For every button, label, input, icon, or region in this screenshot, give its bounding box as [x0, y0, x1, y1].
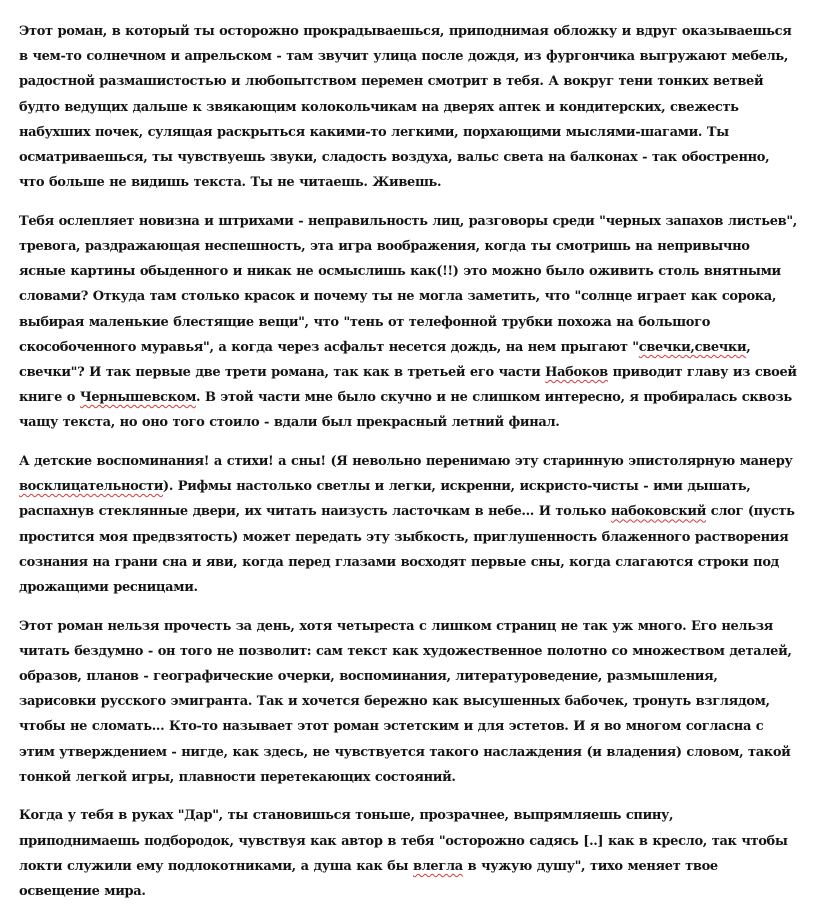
paragraph-3	[19, 449, 797, 600]
paragraph-text: Когда у тебя в руках "Дар", ты становишься тоньше, прозрачнее, выпрямляешь спину, приподнимаешь подбородок, чувствуя как автор в тебя "осторожно садясь [..] как в кресло, так чтобы локти служили ему подлокотниками, а душа как бы	[19, 808, 788, 874]
paragraph-text: приводит главу из своей книге о	[19, 365, 797, 406]
spellcheck-flagged-word[interactable]: Набоков	[545, 365, 608, 381]
paragraph-5	[19, 803, 797, 904]
paragraph-text: Этот роман нельзя прочесть за день, хотя четыреста с лишком страниц не так уж много. Его нельзя читать бездумно - он того не позволит: сам текст как художественное полотно со множеством деталей, образов, планов - географические очерки, воспоминания, литературоведение, размышления, зарисовки русского эмигранта. Так и хочется бережно как высушенных бабочек, тронуть взглядом, чтобы не сломать... Кто-то называет этот роман эстетским и для эстетов. И я во многом согласна с этим утверждением - нигде, как здесь, не чувствуется такого наслаждения (и владения) словом, такой тонкой легкой игры, плавности перетекающих состояний.	[19, 618, 792, 785]
spellcheck-flagged-word[interactable]: свечки,свечки	[638, 339, 747, 355]
paragraph-text: в чужую душу", тихо меняет твое освещение мира.	[19, 858, 718, 900]
paragraph-4	[19, 614, 797, 790]
paragraph-text: А детские воспоминания! а стихи! а сны! (Я невольно перенимаю эту старинную эпистолярную манеру	[19, 454, 793, 470]
spellcheck-flagged-word[interactable]: Чернышевском	[79, 390, 197, 406]
spellcheck-flagged-word[interactable]: набоковский	[610, 504, 707, 520]
paragraph-text: , свечки"? И так первые две трети романа, так как в третьей его части	[19, 339, 751, 381]
paragraph-text: ). Рифмы настолько светлы и легки, искренни, искристо-чисты - ими дышать, распахнув стеклянные двери, их читать наизусть ласточкам в небе... И только	[19, 479, 751, 520]
paragraph-text: . В этой части мне было скучно и не слишком интересно, я пробиралась сквозь чащу текста, но оно того стоило - вдали был прекрасный летний финал.	[19, 390, 792, 431]
paragraph-text: Этот роман, в который ты осторожно прокрадываешься, приподнимая обложку и вдруг оказываешься в чем-то солнечном и апрельском - там звучит улица после дождя, из фургончика выгружают мебель, радостной размашистостью и любопытством перемен смотрит в тебя. А вокруг тени тонких ветвей будто ведущих дальше к звякающим колокольчикам на дверях аптек и кондитерских, свежесть набухших почек, сулящая раскрыться какими-то легкими, порхающими мыслями-шагами. Ты осматриваешься, ты чувствуешь звуки, сладость воздуха, вальс света на балконах - так обостренно, что больше не видишь текста. Ты не читаешь. Живешь.	[19, 24, 792, 191]
paragraph-text: Тебя ослепляет новизна и штрихами - неправильность лиц, разговоры среди "черных запахов листьев", тревога, раздражающая неспешность, эта игра воображения, когда ты смотришь на непривычно ясные картины обыденного и никак не осмыслишь как(!!) это можно было оживить столь внятными словами? Откуда там столько красок и почему ты не могла заметить, что "солнце играет как сорока, выбирая маленькие блестящие вещи", что "тень от телефонной трубки похожа на большого скособоченного муравья", а когда через асфальт несется дождь, на нем прыгают "	[19, 213, 797, 355]
paragraph-1	[19, 19, 797, 195]
paragraph-text: слог (пусть простится моя предвзятость) может передать эту зыбкость, приглушенность блаженного растворения сознания на грани сна и яви, когда перед глазами восходят первые сны, когда слагаются строки под дрожащими ресницами.	[19, 504, 795, 596]
paragraph-2	[19, 209, 797, 436]
document-body	[19, 19, 797, 918]
spellcheck-flagged-word[interactable]: восклицательности	[19, 479, 164, 495]
spellcheck-flagged-word[interactable]: влегла	[412, 858, 463, 874]
